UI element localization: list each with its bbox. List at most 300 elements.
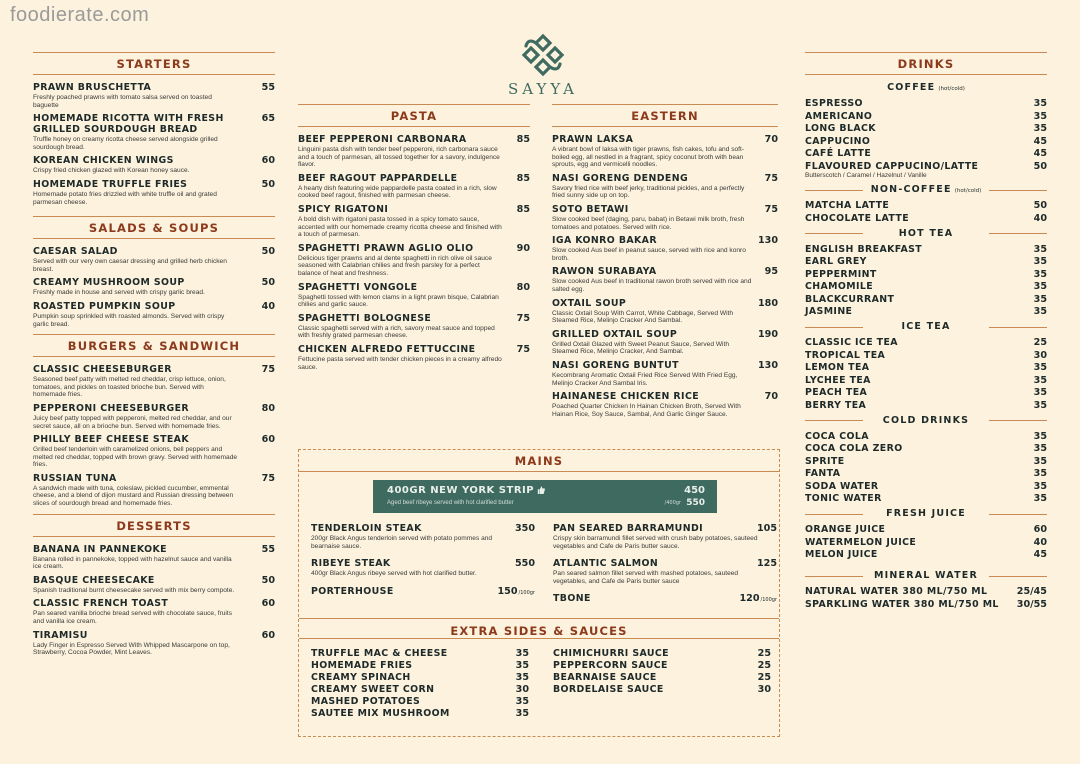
drink-row xyxy=(805,549,1047,560)
item-price: 50 xyxy=(261,574,275,586)
item-desc: Slow cooked Aus beef in traditional rawon broth served with rice and salted egg. xyxy=(552,278,752,293)
item-name: PHILLY BEEF CHEESE STEAK xyxy=(33,434,189,446)
item-name: BANANA IN PANNEKOKE xyxy=(33,543,167,555)
eastern-column xyxy=(552,104,778,422)
item-price: 75 xyxy=(764,203,778,215)
drink-price: 35 xyxy=(1033,362,1047,373)
item-price: 50 xyxy=(261,246,275,258)
item-name: CHICKEN ALFREDO FETTUCCINE xyxy=(298,343,476,355)
item-price: 25 xyxy=(757,672,771,683)
item-desc: Kecombrang Aromatic Oxtail Fried Rice Served With Fried Egg, Melinjo Cracker And Sambal Iris. xyxy=(552,371,738,387)
featured-banner xyxy=(373,480,717,513)
drink-group-note: (hot/cold) xyxy=(954,188,982,194)
item-name: ATLANTIC SALMON xyxy=(553,558,659,570)
price-unit: /100gr xyxy=(518,589,535,596)
drinks-column xyxy=(805,52,1047,611)
menu-item xyxy=(33,434,275,469)
pasta-section xyxy=(298,104,530,371)
item-price: 80 xyxy=(261,402,275,414)
item-name: RIBEYE STEAK xyxy=(311,558,391,570)
menu-item xyxy=(552,329,778,356)
item-desc: Lady Finger in Espresso Served With Whipped Mascarpone on top, Strawberry, Cocoa Powder, Mint Leaves. xyxy=(33,641,230,657)
item-name: SPAGHETTI VONGOLE xyxy=(298,281,418,293)
drink-price: 35 xyxy=(1033,110,1047,122)
menu-item xyxy=(298,134,530,169)
drink-name: SPRITE xyxy=(805,455,845,467)
drink-price: 35 xyxy=(1033,268,1047,280)
item-row xyxy=(33,575,275,586)
drink-price: 35 xyxy=(1033,480,1047,492)
drink-row xyxy=(805,443,1047,454)
item-desc: Juicy beef patty topped with pepperoni, melted red cheddar, and our secret sauce, all on a brioche bun. Served with homemade fries. xyxy=(33,414,232,430)
item-price: 130 xyxy=(757,235,778,247)
starters-section xyxy=(33,52,275,206)
menu-item xyxy=(552,235,778,262)
item-name: CHIMICHURRI SAUCE xyxy=(553,648,669,659)
menu-item xyxy=(311,558,535,578)
item-row xyxy=(33,82,275,93)
eastern-section xyxy=(552,104,778,418)
item-desc: Delicious tiger prawns and al dente spaghetti in rich olive oil sauce seasoned with Calabrian chilies and fresh parsley for a perfect balance of heat and freshness. xyxy=(298,254,492,277)
item-name: GRILLED OXTAIL SOUP xyxy=(552,328,678,340)
drink-row xyxy=(805,400,1047,411)
item-price: 75 xyxy=(261,472,275,484)
item-name: TBONE xyxy=(553,593,591,605)
item-price: 60 xyxy=(261,155,275,167)
item-name: PEPPERONI CHEESEBURGER xyxy=(33,402,189,414)
item-row xyxy=(553,558,777,569)
drink-group-title xyxy=(805,184,1047,195)
drink-price: 35 xyxy=(1033,374,1047,386)
item-row xyxy=(33,630,275,641)
item-price: 85 xyxy=(516,172,530,184)
item-row xyxy=(311,696,529,707)
section-title: SALADS & SOUPS xyxy=(33,216,275,239)
item-desc: Pumpkin soup sprinkled with roasted almonds. Served with crispy garlic bread. xyxy=(33,312,225,328)
drink-group-title xyxy=(805,321,1047,332)
drink-group-title xyxy=(805,228,1047,239)
burgers-section xyxy=(33,334,275,508)
drink-group-name: HOT TEA xyxy=(898,227,954,239)
menu-item xyxy=(33,301,275,328)
drink-row xyxy=(805,387,1047,398)
featured-name: 400GR NEW YORK STRIP xyxy=(387,485,545,496)
item-price: 60 xyxy=(261,629,275,641)
drink-name: FLAVOURED CAPPUCINO/LATTE xyxy=(805,160,979,172)
menu-item xyxy=(552,266,778,293)
menu-item xyxy=(553,523,777,550)
item-row xyxy=(311,586,535,597)
drink-price: 35 xyxy=(1033,256,1047,267)
item-desc: Slow cooked beef (daging, paru, babat) in Betawi milk broth, fresh tomatoes and potatoes. Served with rice. xyxy=(552,215,745,231)
drink-name: EARL GREY xyxy=(805,256,867,267)
drink-name: LONG BLACK xyxy=(805,123,876,134)
drink-name: ENGLISH BREAKFAST xyxy=(805,243,923,255)
drink-row xyxy=(805,456,1047,467)
drink-row xyxy=(805,493,1047,504)
menu-item xyxy=(33,544,275,571)
divider xyxy=(299,618,779,619)
item-row xyxy=(311,523,535,534)
item-price: 30 xyxy=(515,684,529,695)
drink-row xyxy=(805,481,1047,492)
drink-name: LEMON TEA xyxy=(805,362,870,373)
featured-price: 450 xyxy=(684,485,705,496)
section-title: STARTERS xyxy=(33,52,275,75)
item-name: SPAGHETTI PRAWN AGLIO OLIO xyxy=(298,242,474,254)
item-desc: Served with our very own caesar dressing and grilled herb chicken breast. xyxy=(33,258,227,273)
item-price: 550 xyxy=(514,558,535,570)
menu-item xyxy=(33,403,275,430)
drink-name: AMERICANO xyxy=(805,110,873,122)
drink-price: 35 xyxy=(1033,98,1047,109)
drink-price: 35 xyxy=(1033,387,1047,398)
drink-row xyxy=(805,586,1047,597)
menu-item xyxy=(553,593,777,604)
item-row xyxy=(311,672,529,683)
watermark: foodierate.com xyxy=(10,4,150,26)
item-desc: Savory fried rice with beef jerky, traditional pickles, and a perfectly fried sunny side up on top. xyxy=(552,184,745,200)
item-price: 90 xyxy=(516,242,530,254)
drink-row xyxy=(805,161,1047,172)
item-price: 190 xyxy=(757,328,778,340)
drink-row xyxy=(805,111,1047,122)
item-price: 150/100gr xyxy=(497,585,535,597)
drink-price: 35 xyxy=(1033,455,1047,467)
item-row xyxy=(553,660,771,671)
item-price: 25 xyxy=(757,648,771,659)
drink-group-name: MINERAL WATER xyxy=(873,570,978,581)
menu-item xyxy=(553,660,771,671)
item-desc: Truffle honey on creamy ricotta cheese served alongside grilled sourdough bread. xyxy=(33,136,218,151)
drink-group-name: ICE TEA xyxy=(901,321,951,332)
item-name: IGA KONRO BAKAR xyxy=(552,235,657,247)
drink-price: 25/45 xyxy=(1016,586,1047,597)
item-price: 80 xyxy=(516,281,530,293)
item-name: RAWON SURABAYA xyxy=(552,266,657,278)
drink-price: 60 xyxy=(1033,524,1047,535)
item-price: 75 xyxy=(764,172,778,184)
menu-item xyxy=(33,82,275,109)
item-name: SAUTEE MIX MUSHROOM xyxy=(311,708,450,719)
drink-name: TROPICAL TEA xyxy=(805,349,886,361)
item-name: SPAGHETTI BOLOGNESE xyxy=(298,312,432,324)
item-desc: A bold dish with rigatoni pasta tossed in a spicy tomato sauce, accented with our homemade creamy ricotta cheese and finished with a touch of parmesan. xyxy=(298,215,502,239)
item-desc: Seasoned beef patty with melted red cheddar, crisp lettuce, onion, tomatoes, and pickles on toasted brioche bun. Served with homemade fries. xyxy=(33,376,226,399)
item-row xyxy=(33,544,275,555)
item-row xyxy=(33,364,275,375)
drink-price: 45 xyxy=(1033,135,1047,147)
drink-row xyxy=(805,306,1047,317)
item-row xyxy=(33,473,275,484)
item-desc: Crispy skin barramundi fillet served with crush baby potatoes, sauteed vegetables and Cafe de Paris butter sauce. xyxy=(553,535,758,550)
drink-name: WATERMELON JUICE xyxy=(805,536,917,548)
drink-price: 35 xyxy=(1033,430,1047,442)
item-row xyxy=(553,684,771,695)
item-price: 180 xyxy=(757,297,778,309)
item-name: BEARNAISE SAUCE xyxy=(553,672,657,683)
drink-group-name: COFFEE xyxy=(887,82,936,93)
item-name: CREAMY SPINACH xyxy=(311,672,411,683)
item-row xyxy=(552,235,778,246)
item-desc: Pan seared vanilla brioche bread served with chocolate sauce, fruits and vanilla ice cream. xyxy=(33,610,233,626)
drink-row xyxy=(805,269,1047,280)
menu-item xyxy=(311,708,529,719)
drink-name: COCA COLA xyxy=(805,430,869,442)
item-row xyxy=(33,403,275,414)
featured-unit: /400gr xyxy=(664,500,681,506)
item-name: CLASSIC FRENCH TOAST xyxy=(33,598,169,610)
item-price: 75 xyxy=(516,343,530,355)
item-price: 50 xyxy=(261,277,275,289)
drink-price: 45 xyxy=(1033,148,1047,159)
drink-row xyxy=(805,468,1047,479)
item-desc: Grilled beef tenderloin with caramelized onions, bell peppers and melted red cheddar, topped with brown gravy. Served with homemade fries. xyxy=(33,446,238,469)
item-price: 70 xyxy=(764,134,778,145)
menu-item xyxy=(553,672,771,683)
item-name: NASI GORENG BUNTUT xyxy=(552,359,679,371)
item-price: 120/100gr xyxy=(739,593,777,605)
item-name: SPICY RIGATONI xyxy=(298,203,389,215)
item-desc: A vibrant bowl of laksa with tiger prawns, fish cakes, tofu and soft-boiled egg, all nestled in a fragrant, spicy coconut broth with bean sprouts, egg and vermicelli noodles. xyxy=(552,146,745,169)
item-desc: Banana rolled in pannekoke, topped with hazelnut sauce and vanilla ice cream. xyxy=(33,555,232,571)
drink-price: 30 xyxy=(1033,349,1047,361)
drink-name: ESPRESSO xyxy=(805,98,863,109)
item-name: MASHED POTATOES xyxy=(311,696,421,707)
item-price: 25 xyxy=(757,660,771,671)
mains-box xyxy=(298,449,780,737)
item-row xyxy=(553,523,777,534)
drink-group-name: NON-COFFEE xyxy=(870,184,952,195)
drink-price: 35 xyxy=(1033,281,1047,292)
menu-item xyxy=(33,155,275,175)
menu-item xyxy=(33,246,275,273)
drink-price: 35 xyxy=(1033,243,1047,255)
drink-group-title xyxy=(805,82,1047,93)
item-row xyxy=(311,648,529,659)
item-price: 65 xyxy=(261,113,275,125)
menu-item xyxy=(33,473,275,508)
item-row xyxy=(552,360,778,371)
drink-name: MATCHA LATTE xyxy=(805,200,890,211)
item-desc: Linguini pasta dish with tender beef pepperoni, rich carbonara sauce and a touch of parmesan, all tossed together for a savory, indulgence flavor. xyxy=(298,146,500,169)
menu-item xyxy=(298,173,530,200)
item-row xyxy=(298,282,530,293)
mains-left-list xyxy=(311,523,535,605)
item-row xyxy=(298,204,530,215)
item-desc: Grilled Oxtail Glazed with Sweet Peanut Sauce, Served With Steamed Rice, Melinjo Cracker, And Sambal. xyxy=(552,340,730,356)
item-name: TENDERLOIN STEAK xyxy=(311,523,422,534)
drink-name: MELON JUICE xyxy=(805,549,878,560)
drink-row xyxy=(805,244,1047,255)
item-row xyxy=(311,708,529,719)
menu-item xyxy=(553,684,771,695)
item-name: RUSSIAN TUNA xyxy=(33,472,117,484)
item-price: 35 xyxy=(515,708,529,719)
item-row xyxy=(311,684,529,695)
item-name: HOMEMADE RICOTTA WITH FRESH GRILLED SOURDOUGH BREAD xyxy=(33,113,224,136)
item-name: KOREAN CHICKEN WINGS xyxy=(33,155,174,167)
item-row xyxy=(552,266,778,277)
item-row xyxy=(552,134,778,145)
item-desc: Spanish traditional burnt cheesecake served with mix berry compote. xyxy=(33,586,235,594)
menu-item xyxy=(298,344,530,371)
item-row xyxy=(298,173,530,184)
menu-item xyxy=(311,660,529,671)
item-price: 85 xyxy=(516,134,530,145)
featured-price-2: 550 xyxy=(686,498,705,508)
item-name: CAESAR SALAD xyxy=(33,246,118,258)
item-name: TRUFFLE MAC & CHEESE xyxy=(311,648,448,659)
item-name: OXTAIL SOUP xyxy=(552,297,627,309)
drink-row xyxy=(805,350,1047,361)
drink-group-name: FRESH JUICE xyxy=(886,508,966,519)
left-column xyxy=(33,52,275,661)
item-name: PAN SEARED BARRAMUNDI xyxy=(553,523,704,534)
drink-price: 40 xyxy=(1033,212,1047,224)
item-price: 130 xyxy=(757,359,778,371)
item-name: CREAMY MUSHROOM SOUP xyxy=(33,277,185,289)
section-title: PASTA xyxy=(298,104,530,127)
item-row xyxy=(552,298,778,309)
item-name: SOTO BETAWI xyxy=(552,203,629,215)
menu-item xyxy=(311,696,529,707)
drink-price: 25 xyxy=(1033,337,1047,348)
item-price: 55 xyxy=(261,82,275,93)
coffee-flavours: Butterscotch / Caramel / Hazelnut / Vanille xyxy=(805,172,927,179)
item-name: PORTERHOUSE xyxy=(311,585,394,597)
item-price: 35 xyxy=(515,696,529,707)
menu-item xyxy=(33,179,275,206)
item-row xyxy=(552,204,778,215)
drink-group-name: COLD DRINKS xyxy=(882,414,970,426)
item-row xyxy=(553,672,771,683)
item-price: 35 xyxy=(515,672,529,683)
drink-name: CLASSIC ICE TEA xyxy=(805,337,898,348)
drink-price: 30/55 xyxy=(1016,598,1047,610)
menu-item xyxy=(552,134,778,169)
sides-left-list xyxy=(311,648,529,720)
item-price: 60 xyxy=(261,598,275,610)
drink-price: 35 xyxy=(1033,123,1047,134)
item-desc: Poached Quarter Chicken In Hainan Chicken Broth, Served With Hainan Rice, Soy Sauce, Sambal, And Garlic Ginger Sauce. xyxy=(552,403,741,418)
divider xyxy=(299,638,779,639)
item-price: 35 xyxy=(515,648,529,659)
drink-row xyxy=(805,431,1047,442)
item-row xyxy=(298,134,530,145)
item-price: 350 xyxy=(514,523,535,534)
drink-price: 40 xyxy=(1033,536,1047,548)
item-price: 55 xyxy=(261,543,275,555)
item-name: CREAMY SWEET CORN xyxy=(311,684,435,695)
item-desc: 200gr Black Angus tenderloin served with potato pommes and bearnaise sauce. xyxy=(311,535,493,550)
drink-row xyxy=(805,123,1047,134)
item-name: BORDELAISE SAUCE xyxy=(553,684,664,695)
drink-name: FANTA xyxy=(805,468,841,479)
menu-item xyxy=(298,313,530,340)
item-name: BEEF RAGOUT PAPPARDELLE xyxy=(298,172,458,184)
item-row xyxy=(552,173,778,184)
thumbs-up-icon xyxy=(537,486,545,494)
item-name: HOMEMADE TRUFFLE FRIES xyxy=(33,178,188,190)
item-row xyxy=(33,598,275,609)
brand-name: SAYYA xyxy=(508,80,578,98)
item-name: PRAWN LAKSA xyxy=(552,134,634,145)
item-row xyxy=(33,155,275,166)
item-row xyxy=(311,558,535,569)
drink-price: 50 xyxy=(1033,160,1047,172)
drink-group-title xyxy=(805,570,1047,581)
item-price: 85 xyxy=(516,203,530,215)
drink-price: 50 xyxy=(1033,200,1047,211)
section-title: DESSERTS xyxy=(33,514,275,537)
item-desc: Freshly poached prawns with tomato salsa served on toasted baguette xyxy=(33,94,212,109)
menu-item xyxy=(311,586,535,597)
drink-name: TONIC WATER xyxy=(805,493,882,504)
item-name: PEPPERCORN SAUCE xyxy=(553,660,668,671)
drink-name: CHOCOLATE LATTE xyxy=(805,212,910,224)
drink-group-title xyxy=(805,415,1047,426)
drink-name: ORANGE JUICE xyxy=(805,524,886,535)
item-price: 50 xyxy=(261,178,275,190)
item-row xyxy=(33,179,275,190)
item-desc: A hearty dish featuring wide pappardelle pasta coated in a rich, slow cooked beef ragout, finished with parmesan cheese. xyxy=(298,184,497,200)
item-desc: 400gr Black Angus ribeye served with hot clarified butter. xyxy=(311,570,477,578)
item-price: 95 xyxy=(764,266,778,278)
item-desc: Slow cooked Aus beef in peanut sauce, served with rice and konro broth. xyxy=(552,247,746,262)
item-desc: A sandwich made with tuna, coleslaw, pickled cucumber, emmental cheese, and a blend of dijon mustard and Russian dressing between slices of sourdough bread and homemade fries. xyxy=(33,484,234,508)
item-name: BEEF PEPPERONI CARBONARA xyxy=(298,134,467,145)
menu-item xyxy=(33,630,275,657)
menu-item xyxy=(298,243,530,278)
drink-row xyxy=(805,524,1047,535)
drink-name: CAFÉ LATTE xyxy=(805,148,872,159)
menu-item xyxy=(552,173,778,200)
menu-item xyxy=(552,298,778,325)
drink-group-title xyxy=(805,508,1047,519)
menu-item xyxy=(298,282,530,309)
drink-name: BLACKCURRANT xyxy=(805,293,895,305)
menu-item xyxy=(33,277,275,297)
menu-item xyxy=(553,648,771,659)
section-title: EASTERN xyxy=(552,104,778,127)
item-row xyxy=(33,301,275,312)
menu-item xyxy=(311,684,529,695)
salads-section xyxy=(33,216,275,328)
drink-name: JASMINE xyxy=(805,306,853,317)
drink-name: CAPPUCINO xyxy=(805,135,871,147)
drink-name: SPARKLING WATER 380 ML/750 ML xyxy=(805,598,999,610)
drink-row xyxy=(805,537,1047,548)
drink-row xyxy=(805,213,1047,224)
item-name: CLASSIC CHEESEBURGER xyxy=(33,364,172,376)
drink-name: SODA WATER xyxy=(805,480,879,492)
item-desc: Classic Oxtail Soup With Carrot, White Cabbage, Served With Steamed Rice, Melinjo Cracker And Sambal. xyxy=(552,309,734,325)
mains-right-list xyxy=(553,523,777,612)
item-desc: Fettucine pasta served with tender chicken pieces in a creamy alfredo sauce. xyxy=(298,355,502,371)
price-unit: /100gr xyxy=(760,597,777,604)
menu-item xyxy=(311,648,529,659)
menu-item xyxy=(311,672,529,683)
item-row xyxy=(33,246,275,257)
drink-name: PEACH TEA xyxy=(805,387,868,398)
item-row xyxy=(298,344,530,355)
item-row xyxy=(33,277,275,288)
mains-title: MAINS xyxy=(299,450,779,472)
item-desc: Classic spaghetti served with a rich, savory meat sauce and topped with freshly grated parmesan cheese. xyxy=(298,324,495,340)
menu-item xyxy=(311,523,535,550)
drink-price: 35 xyxy=(1033,399,1047,411)
